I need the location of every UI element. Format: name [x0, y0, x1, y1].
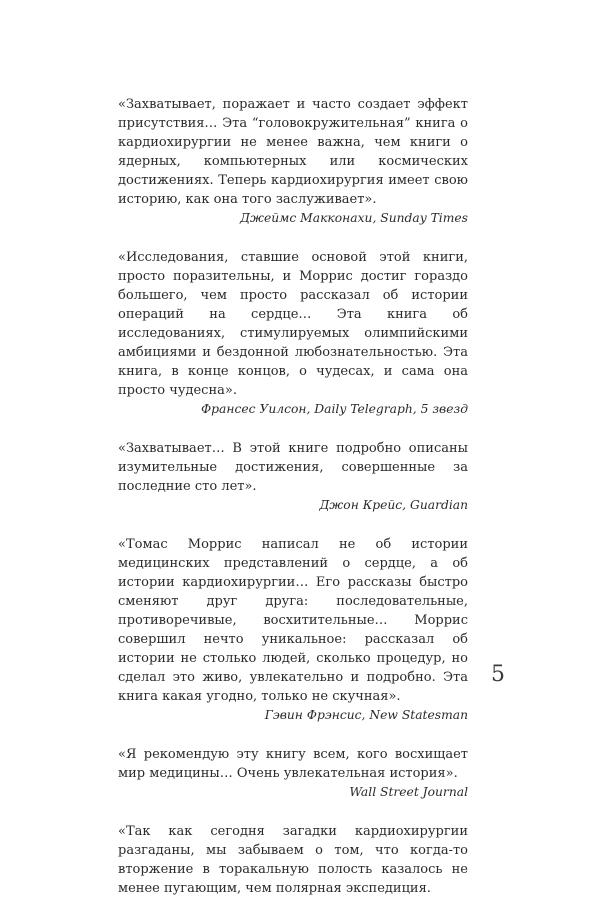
quote-text: «Так как сегодня загадки кардиохирургии разгаданы, мы забываем о том, что когда-то вторжение в торакальную полость казалось не менее пугающим, чем полярная экспедиция. [118, 824, 468, 896]
page-number: 5 [491, 662, 505, 687]
review-quotes [118, 95, 468, 918]
review-quote [118, 95, 468, 228]
quote-source: Джон Крейс, Guardian [319, 498, 468, 512]
review-quote [118, 439, 468, 515]
quote-text: «Захватывает, поражает и часто создает эффект присутствия… Эта “головокружительная” книга о кардиохирургии не менее важна, чем книги о ядерных, компьютерных или космических достижениях. Теперь кардиохирургия имеет свою историю, как она того заслуживает». [118, 97, 468, 207]
quote-text: «Исследования, ставшие основой этой книги, просто поразительны, и Моррис достиг гораздо большего, чем просто рассказал об истории операций на сердце… Эта книга об исследованиях, стимулируемых олимпийскими амбициями и бездонной любознательностью. Эта книга, в конце концов, о чудесах, и сама она просто чудесна». [118, 250, 468, 398]
quote-source: Гэвин Фрэнсис, New Statesman [264, 708, 468, 722]
review-quote [118, 535, 468, 725]
review-quote [118, 822, 468, 898]
quote-text: «Я рекомендую эту книгу всем, кого восхищает мир медицины… Очень увлекательная история». [118, 747, 468, 781]
quote-text: «Захватывает… В этой книге подробно описаны изумительные достижения, совершенные за последние сто лет». [118, 441, 468, 494]
quote-text: «Томас Моррис написал не об истории медицинских представлений о сердце, а об истории кардиохирургии… Его рассказы быстро сменяют друг друга: последовательные, противоречивые, восхитительные… Моррис совершил нечто уникальное: рассказал об истории не столько людей, сколько процедур, но сделал это живо, увлекательно и подробно. Эта книга какая угодно, только не скучная». [118, 537, 468, 704]
quote-source: Джеймс Макконахи, Sunday Times [240, 211, 468, 225]
review-quote [118, 745, 468, 802]
quote-source: Франсес Уилсон, Daily Telegraph, 5 звезд [200, 402, 468, 416]
quote-source: Wall Street Journal [349, 785, 468, 799]
review-quote [118, 248, 468, 419]
